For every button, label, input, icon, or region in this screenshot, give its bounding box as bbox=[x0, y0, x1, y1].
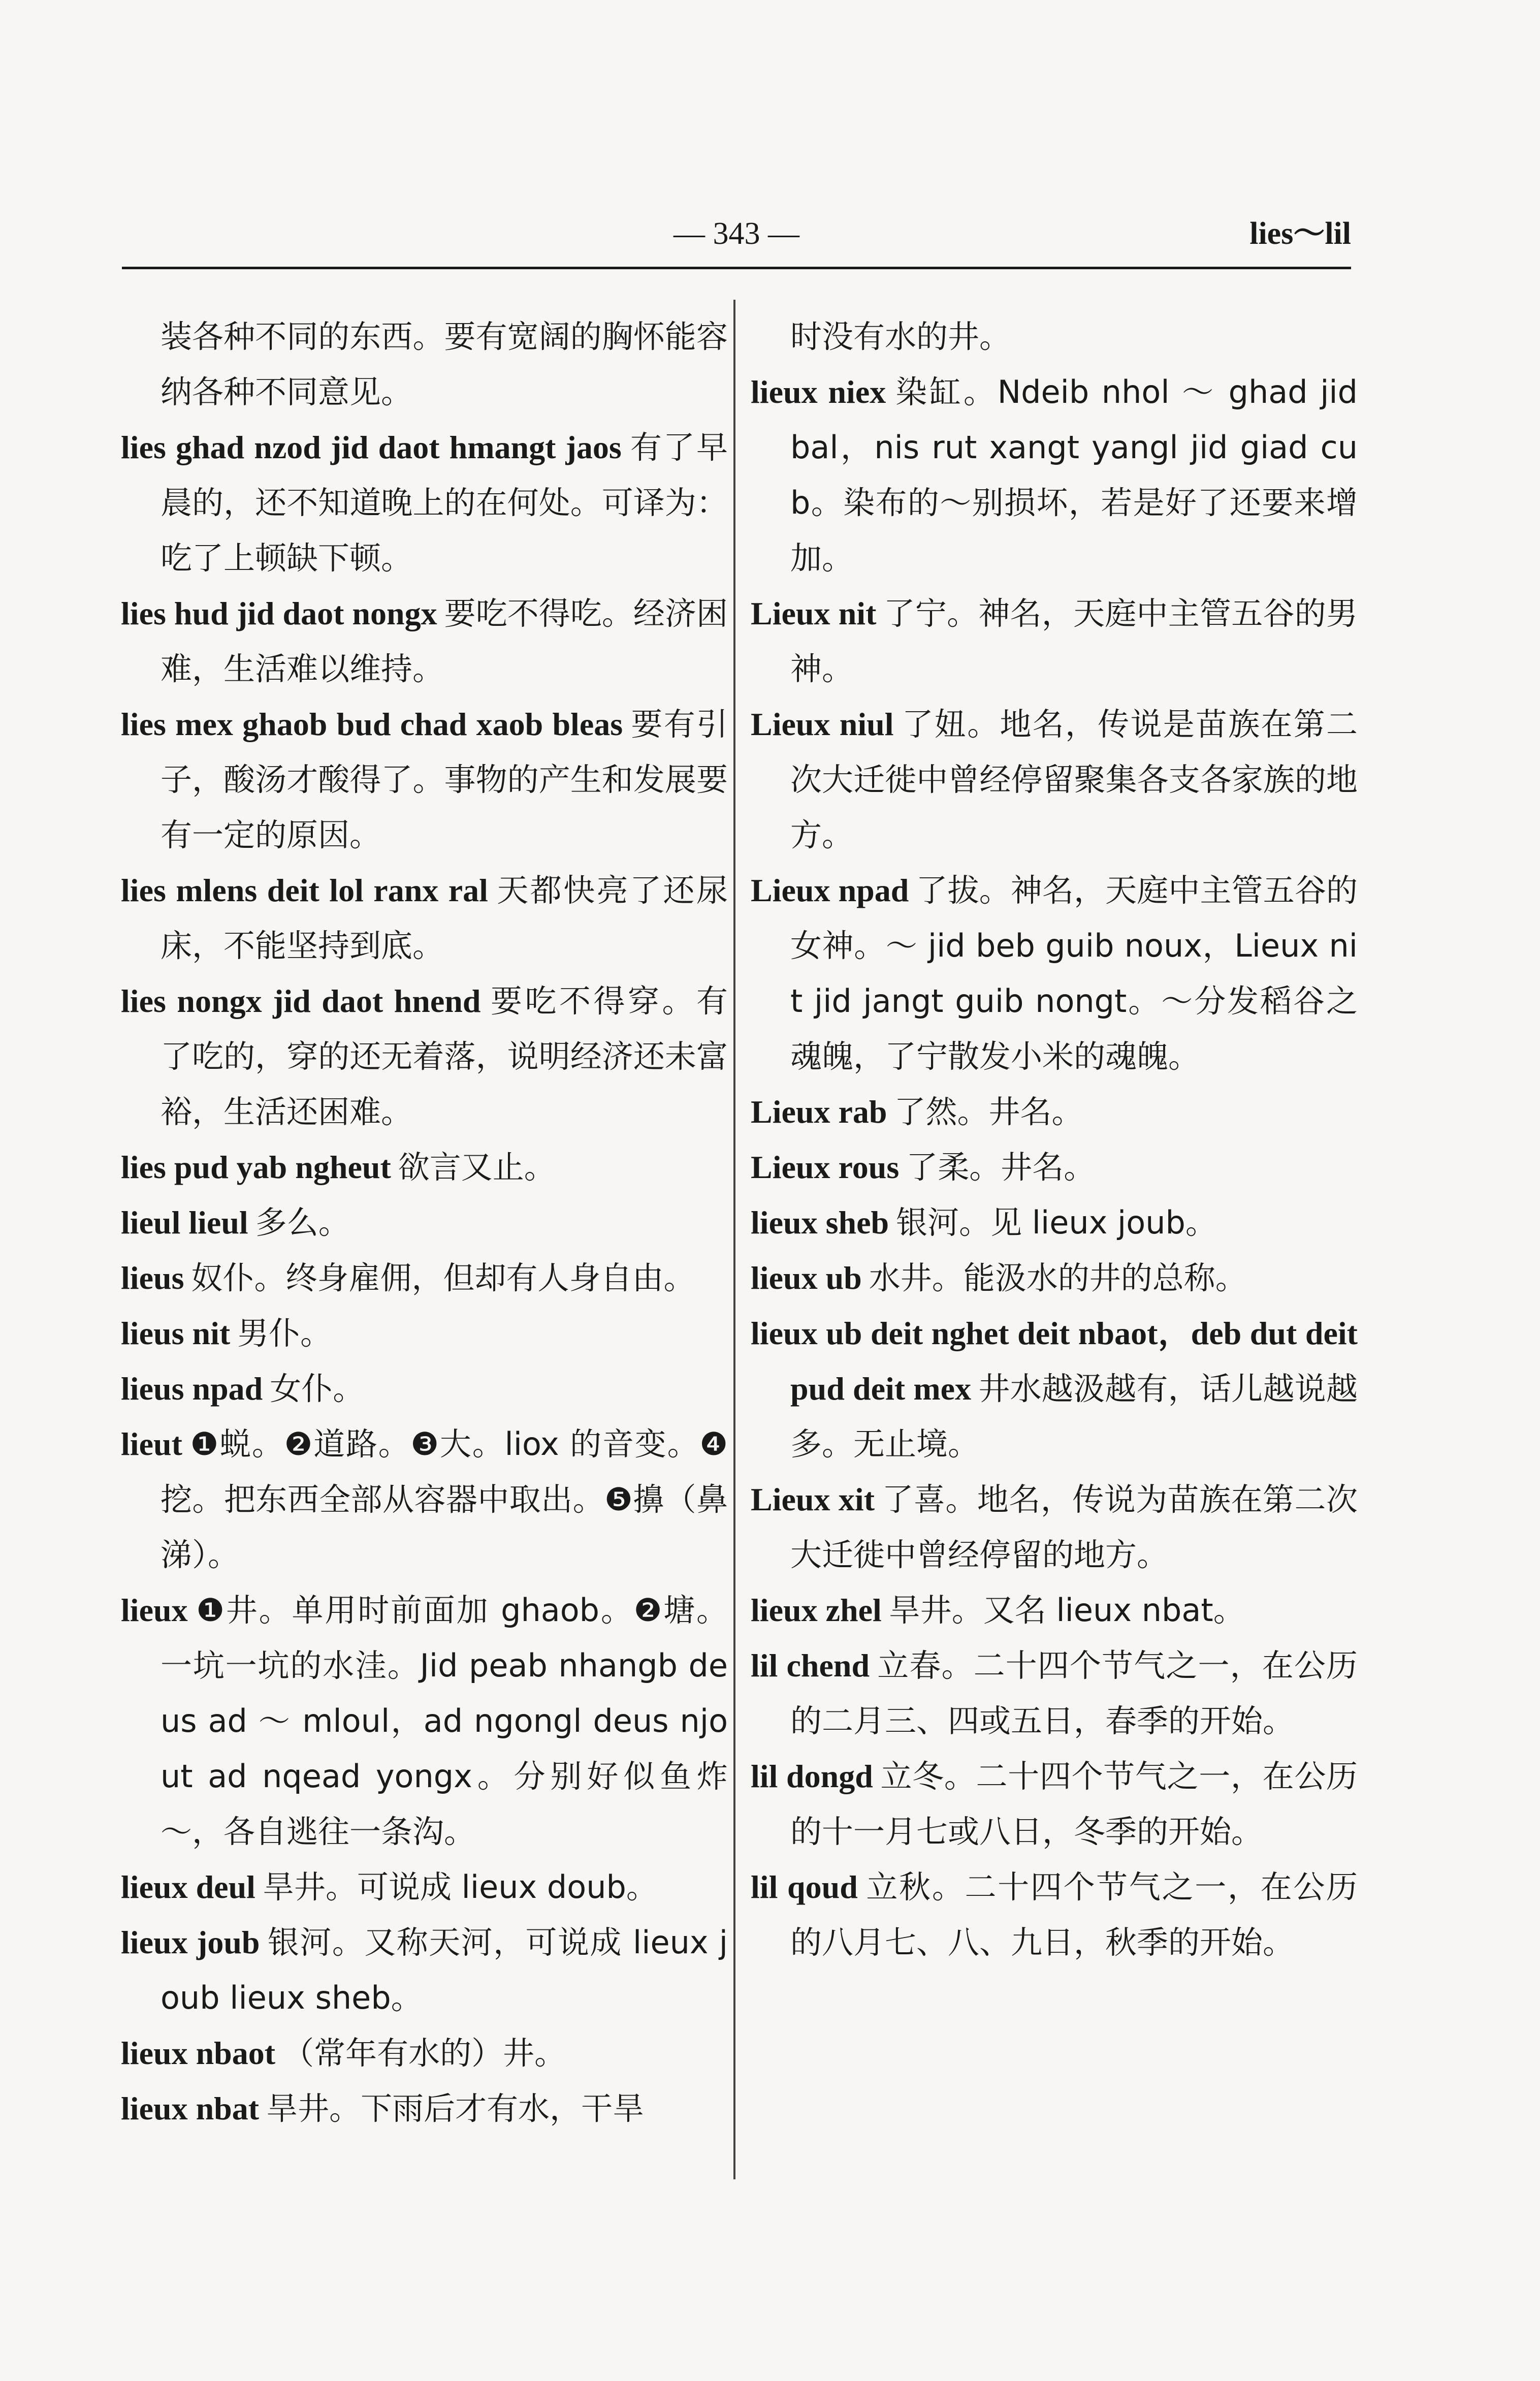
dictionary-entry bbox=[121, 586, 728, 696]
dictionary-entry bbox=[121, 309, 728, 420]
entry-definition: 女仆。 bbox=[270, 1370, 365, 1407]
entry-headword: lies ghad nzod jid daot hmangt jaos bbox=[121, 429, 622, 465]
entry-definition: 装各种不同的东西。要有宽阔的胸怀能容纳各种不同意见。 bbox=[161, 318, 728, 410]
dictionary-entry bbox=[751, 1195, 1358, 1250]
entry-definition: 了妞。地名，传说是苗族在第二次大迁徙中曾经停留聚集各支各家族的地方。 bbox=[790, 706, 1358, 853]
dictionary-entry bbox=[751, 1859, 1358, 1970]
entry-headword: lieux zhel bbox=[751, 1592, 882, 1628]
entry-headword: lies nongx jid daot hnend bbox=[121, 983, 481, 1019]
entry-definition: 了宁。神名，天庭中主管五谷的男神。 bbox=[790, 595, 1358, 687]
dictionary-entry bbox=[751, 1084, 1358, 1139]
dictionary-entry bbox=[121, 420, 728, 586]
dictionary-entry bbox=[121, 2025, 728, 2081]
dictionary-entry bbox=[121, 973, 728, 1139]
dictionary-entry bbox=[121, 1416, 728, 1582]
dictionary-entry bbox=[751, 586, 1358, 696]
entry-definition: ❶蜕。❷道路。❸大。liox 的音变。❹挖。把东西全部从容器中取出。❺擤（鼻涕）。 bbox=[161, 1425, 728, 1573]
page-number: — 343 — bbox=[673, 216, 799, 251]
dictionary-entry bbox=[751, 309, 1358, 364]
entry-headword: lies mex ghaob bud chad xaob bleas bbox=[121, 706, 623, 742]
entry-definition: 水井。能汲水的井的总称。 bbox=[869, 1259, 1247, 1296]
dictionary-entry bbox=[751, 364, 1358, 586]
entry-headword: lil dongd bbox=[751, 1758, 873, 1794]
entry-definition: 多么。 bbox=[255, 1204, 350, 1241]
running-head: lies～lil bbox=[1249, 216, 1351, 251]
entry-definition: 立春。二十四个节气之一，在公历的二月三、四或五日，春季的开始。 bbox=[790, 1647, 1358, 1739]
dictionary-entry bbox=[751, 1582, 1358, 1638]
entry-definition: 了喜。地名，传说为苗族在第二次大迁徙中曾经停留的地方。 bbox=[790, 1481, 1358, 1573]
entry-headword: lieus bbox=[121, 1260, 184, 1296]
entry-headword: Lieux rous bbox=[751, 1149, 900, 1185]
entry-headword: Lieux npad bbox=[751, 872, 909, 908]
dictionary-entry bbox=[751, 1749, 1358, 1859]
right-column bbox=[751, 309, 1358, 1970]
dictionary-entry bbox=[121, 1859, 728, 1915]
entry-headword: Lieux xit bbox=[751, 1481, 875, 1517]
entry-definition: 银河。又称天河，可说成 lieux joub lieux sheb。 bbox=[161, 1924, 728, 2016]
entry-headword: lieux deul bbox=[121, 1869, 255, 1905]
entry-definition: 男仆。 bbox=[237, 1315, 332, 1352]
entry-headword: lieus npad bbox=[121, 1371, 263, 1407]
entry-definition: 旱井。可说成 lieux doub。 bbox=[262, 1868, 658, 1906]
dictionary-entry bbox=[121, 1915, 728, 2025]
entry-headword: lieux niex bbox=[751, 374, 886, 410]
entry-headword: lies hud jid daot nongx bbox=[121, 595, 437, 631]
entry-headword: lieux ub bbox=[751, 1260, 862, 1296]
entry-headword: lieul lieul bbox=[121, 1204, 248, 1241]
dictionary-entry bbox=[751, 696, 1358, 863]
page-header bbox=[122, 208, 1351, 259]
entry-definition: 了拔。神名，天庭中主管五谷的女神。～ jid beb guib noux，Lieux nit jid jangt guib nongt。～分发稻谷之魂魄，了宁散发小米的魂魄。 bbox=[790, 872, 1358, 1075]
dictionary-entry bbox=[751, 1139, 1358, 1195]
entry-definition: 奴仆。终身雇佣，但却有人身自由。 bbox=[191, 1259, 695, 1296]
dictionary-entry bbox=[121, 2081, 728, 2136]
entry-definition: 立秋。二十四个节气之一，在公历的八月七、八、九日，秋季的开始。 bbox=[790, 1868, 1358, 1961]
column-divider bbox=[733, 300, 735, 2179]
dictionary-entry bbox=[121, 1250, 728, 1306]
entry-headword: lieux bbox=[121, 1592, 188, 1628]
entry-headword: Lieux nit bbox=[751, 595, 877, 631]
dictionary-entry bbox=[121, 696, 728, 863]
dictionary-entry bbox=[751, 1250, 1358, 1306]
entry-headword: lieux nbat bbox=[121, 2090, 260, 2126]
entry-definition: 要吃不得穿。有了吃的，穿的还无着落，说明经济还未富裕，生活还困难。 bbox=[161, 982, 728, 1130]
header-rule bbox=[122, 267, 1351, 269]
entry-headword: lieux joub bbox=[121, 1924, 260, 1960]
entry-definition: 立冬。二十四个节气之一，在公历的十一月七或八日，冬季的开始。 bbox=[790, 1758, 1358, 1850]
entry-definition: 要有引子，酸汤才酸得了。事物的产生和发展要有一定的原因。 bbox=[161, 706, 728, 853]
entry-definition: 旱井。下雨后才有水，干旱 bbox=[266, 2090, 645, 2127]
dictionary-entry bbox=[751, 863, 1358, 1084]
dictionary-entry bbox=[121, 1582, 728, 1859]
entry-headword: lil qoud bbox=[751, 1869, 858, 1905]
entry-headword: Lieux rab bbox=[751, 1094, 887, 1130]
left-column bbox=[121, 309, 728, 2136]
entry-definition: 井水越汲越有，话儿越说越多。无止境。 bbox=[790, 1370, 1358, 1463]
entry-definition: ❶井。单用时前面加 ghaob。❷塘。一坑一坑的水洼。Jid peab nhangb deus ad ～ mloul，ad ngongl deus njout ad nqead yongx。分别好似鱼炸～，各自逃往一条沟。 bbox=[161, 1592, 728, 1850]
entry-definition: 欲言又止。 bbox=[398, 1149, 556, 1186]
entry-definition: （常年有水的）井。 bbox=[282, 2035, 566, 2072]
entry-headword: lies mlens deit lol ranx ral bbox=[121, 872, 488, 908]
dictionary-entry bbox=[121, 1139, 728, 1195]
dictionary-entry bbox=[121, 1195, 728, 1250]
entry-definition: 天都快亮了还尿床，不能坚持到底。 bbox=[161, 872, 728, 964]
entry-definition: 银河。见 lieux joub。 bbox=[896, 1204, 1217, 1241]
dictionary-entry bbox=[751, 1472, 1358, 1582]
dictionary-entry bbox=[121, 1361, 728, 1416]
entry-definition: 染缸。Ndeib nhol ～ ghad jid bal，nis rut xangt yangl jid giad cub。染布的～别损坏，若是好了还要来增加。 bbox=[790, 373, 1358, 577]
entry-definition: 了然。井名。 bbox=[894, 1093, 1083, 1130]
entry-headword: lieus nit bbox=[121, 1315, 231, 1351]
entry-headword: lieux sheb bbox=[751, 1204, 889, 1241]
dictionary-entry bbox=[751, 1638, 1358, 1749]
entry-headword: Lieux niul bbox=[751, 706, 894, 742]
entry-definition: 时没有水的井。 bbox=[790, 318, 1011, 355]
dictionary-entry bbox=[121, 863, 728, 973]
entry-headword: lil chend bbox=[751, 1647, 870, 1684]
entry-definition: 要吃不得吃。经济困难，生活难以维持。 bbox=[161, 595, 728, 687]
entry-headword: lieux nbaot bbox=[121, 2035, 276, 2071]
dictionary-entry bbox=[121, 1306, 728, 1361]
entry-headword: lieux ub deit nghet deit nbaot，deb dut deit pud deit mex bbox=[751, 1315, 1358, 1407]
dictionary-entry bbox=[751, 1306, 1358, 1472]
entry-headword: lieut bbox=[121, 1426, 182, 1462]
entry-definition: 有了早晨的，还不知道晚上的在何处。可译为：吃了上顿缺下顿。 bbox=[161, 429, 728, 577]
entry-headword: lies pud yab ngheut bbox=[121, 1149, 391, 1185]
entry-definition: 旱井。又名 lieux nbat。 bbox=[888, 1592, 1245, 1629]
entry-definition: 了柔。井名。 bbox=[906, 1149, 1096, 1186]
